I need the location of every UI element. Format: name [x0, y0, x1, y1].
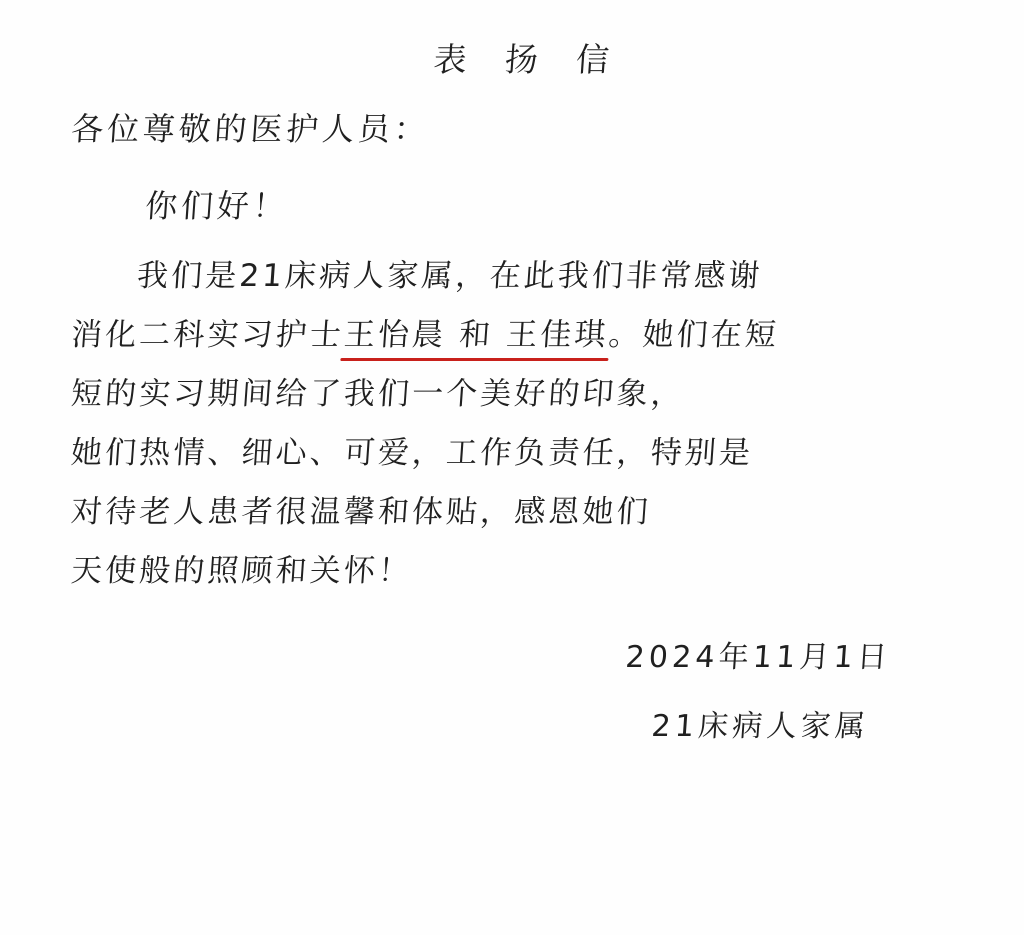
letter-body	[69, 257, 964, 589]
body-line-2-prefix: 消化二科实习护士	[69, 316, 346, 353]
highlighted-nurse-names: 王怡晨 和 王佳琪	[342, 316, 610, 353]
salutation-line: 各位尊敬的医护人员：	[69, 110, 432, 149]
document-title: 表 扬 信	[432, 40, 625, 79]
signature-block	[70, 641, 964, 743]
body-line-5: 对待老人患者很温馨和体贴，感恩她们	[69, 493, 653, 530]
body-line-4: 她们热情、细心、可爱，工作负责任，特别是	[69, 434, 755, 471]
body-line-1: 我们是21床病人家属，在此我们非常感谢	[135, 257, 764, 294]
body-line-6: 天使般的照顾和关怀！	[69, 552, 414, 589]
body-line-2-suffix: 。她们在短	[607, 316, 781, 353]
signature-date: 2024年11月1日	[624, 639, 893, 675]
signature-author: 21床病人家属	[650, 708, 871, 744]
body-line-3: 短的实习期间给了我们一个美好的印象，	[69, 375, 687, 412]
body-line-2	[69, 316, 966, 353]
greeting-line: 你们好！	[143, 187, 290, 226]
